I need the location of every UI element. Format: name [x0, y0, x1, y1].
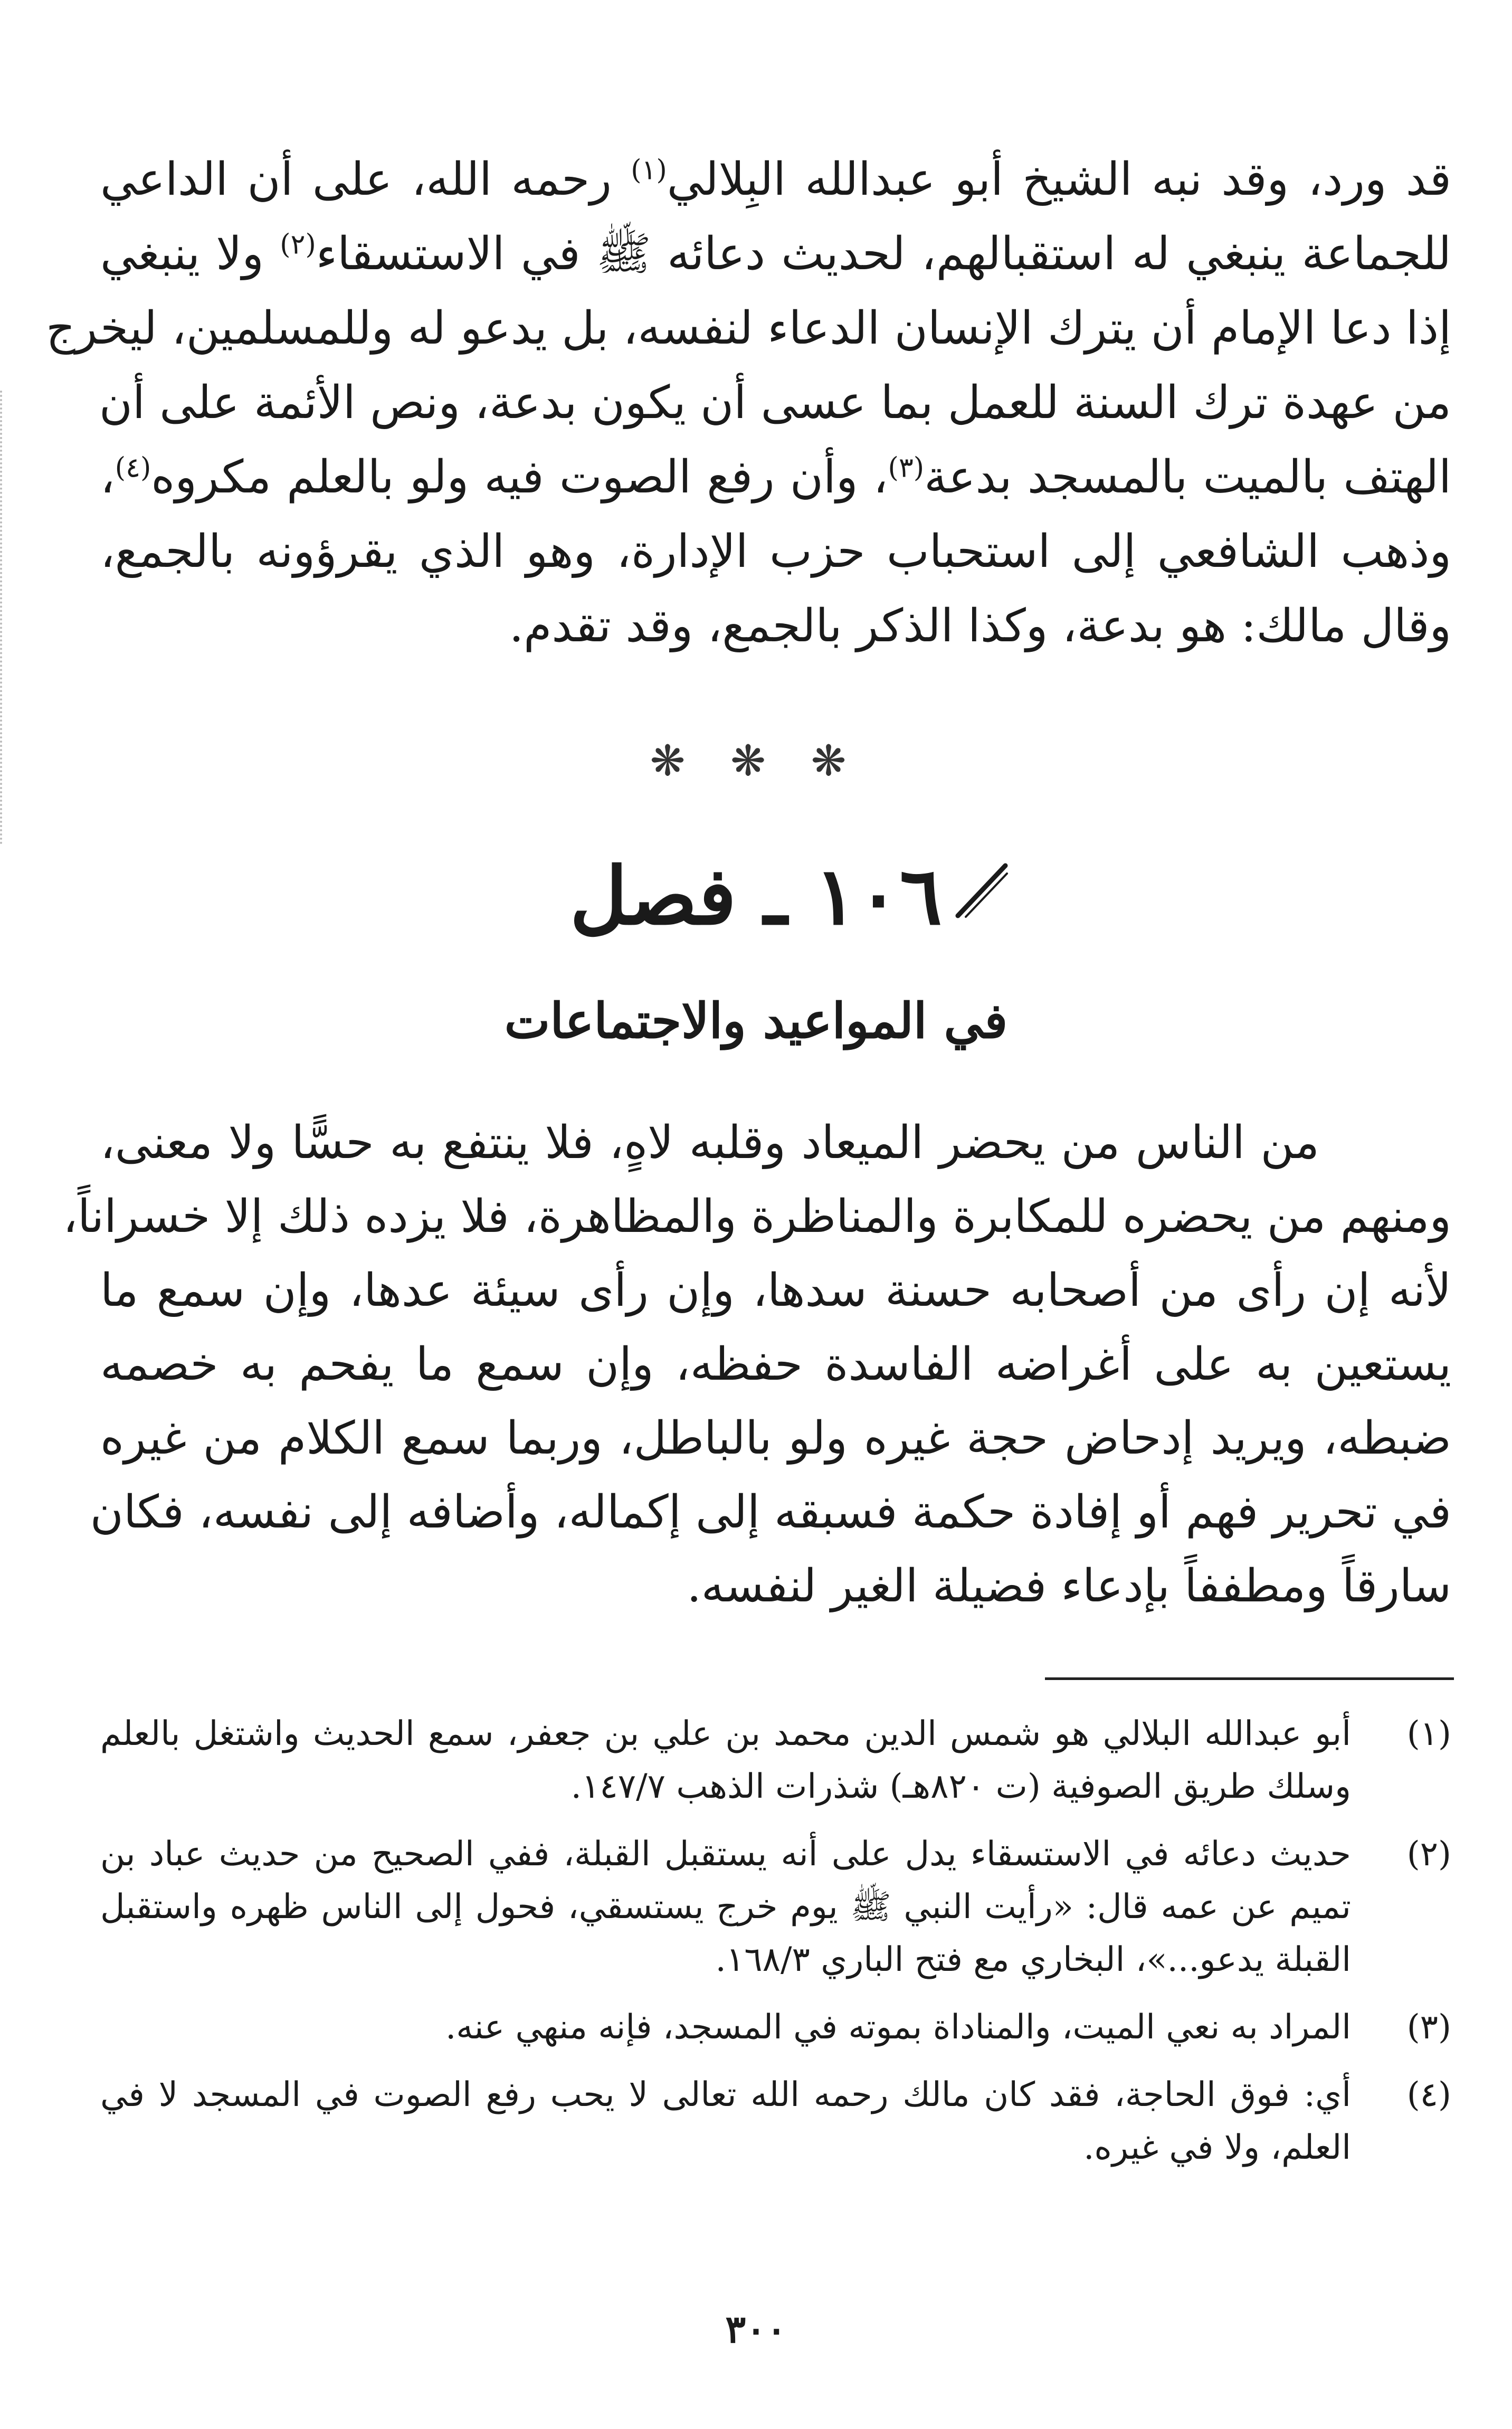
body-paragraph — [63, 1106, 1451, 1623]
paragraph-line: قد ورد، وقد نبه الشيخ أبو عبدالله البِلالي$^{(١)}$ رحمه الله، على أن الداعي — [100, 153, 1451, 206]
footnote-text: حديث دعائه في الاستسقاء يدل على أنه يستقبل القبلة، ففي الصحيح من حديث عباد بن تميم عن عمه قال: «رأيت النبي ﷺ يوم خرج يستسقي، فحول إلى الناس ظهره واستقبل القبلة يدعو...»، البخاري مع فتح الباري ١٦٨/٣. — [100, 1835, 1351, 1979]
footnote-number: (١) — [1406, 1714, 1451, 1753]
paragraph-line: الهتف بالميت بالمسجد بدعة$^{(٣)}$، وأن رفع الصوت فيه ولو بالعلم مكروه$^{(٤)}$، — [100, 451, 1451, 504]
paragraph-line: وذهب الشافعي إلى استحباب حزب الإدارة، وهو الذي يقرؤونه بالجمع، — [100, 525, 1451, 578]
footnote-4 — [100, 2069, 1451, 2174]
paragraph-line: من عهدة ترك السنة للعمل بما عسى أن يكون بدعة، ونص الأئمة على أن — [99, 376, 1451, 429]
paragraph-line: ضبطه، ويريد إدحاض حجة غيره ولو بالباطل، وربما سمع الكلام من غيره — [100, 1412, 1451, 1465]
paragraph-line: ومنهم من يحضره للمكابرة والمناظرة والمظاهرة، فلا يزده ذلك إلا خسراناً، — [63, 1190, 1451, 1243]
paragraph-line: سارقاً ومطففاً بإدعاء فضيلة الغير لنفسه. — [687, 1560, 1451, 1612]
paragraph-line: من الناس من يحضر الميعاد وقلبه لاهٍ، فلا ينتفع به حسًّا ولا معنى، — [100, 1116, 1319, 1169]
footnote-text: المراد به نعي الميت، والمناداة بموته في المسجد، فإنه منهي عنه. — [445, 2008, 1351, 2047]
paragraph-line: لأنه إن رأى من أصحابه حسنة سدها، وإن رأى سيئة عدها، وإن سمع ما — [100, 1264, 1451, 1317]
paragraph-line: يستعين به على أغراضه الفاسدة حفظه، وإن سمع ما يفحم به خصمه — [100, 1338, 1451, 1391]
footnote-number: (٢) — [1406, 1835, 1451, 1874]
footnote-ref-3[interactable]: (٣) — [888, 452, 925, 484]
page-number: ٣٠٠ — [725, 2307, 787, 2351]
paragraph-line: وقال مالك: هو بدعة، وكذا الذكر بالجمع، وقد تقدم. — [509, 600, 1451, 652]
footnote-text: أي: فوق الحاجة، فقد كان مالك رحمه الله تعالى لا يحب رفع الصوت في المسجد لا في العلم، ولا في غيره. — [100, 2075, 1351, 2167]
footnote-3 — [100, 2001, 1451, 2054]
footnote-2 — [100, 1828, 1451, 1986]
footnote-ref-1[interactable]: (١) — [631, 154, 667, 186]
footnotes — [100, 1707, 1451, 2189]
paragraph-line: في تحرير فهم أو إفادة حكمة فسبقه إلى إكماله، وأضافه إلى نفسه، فكان — [90, 1486, 1451, 1539]
paragraph-line: للجماعة ينبغي له استقبالهم، لحديث دعائه ﷺ في الاستسقاء$^{(٢)}$ ولا ينبغي — [100, 227, 1451, 280]
footnote-number: (٤) — [1406, 2075, 1451, 2114]
footnote-text: أبو عبدالله البلالي هو شمس الدين محمد بن علي بن جعفر، سمع الحديث واشتغل بالعلم وسلك طريق الصوفية (ت ٨٢٠هـ) شذرات الذهب ١٤٧/٧. — [100, 1714, 1351, 1806]
footnote-ref-4[interactable]: (٤) — [115, 452, 151, 484]
top-paragraph — [46, 143, 1451, 663]
footnote-number: (٣) — [1406, 2008, 1451, 2047]
footnote-separator — [1045, 1677, 1454, 1680]
section-divider-ornament: ❋ ❋ ❋ — [650, 736, 862, 785]
footnote-ref-2[interactable]: (٢) — [280, 229, 316, 261]
section-heading: ١٠٦ ـ فصل — [569, 850, 943, 943]
paragraph-line: إذا دعا الإمام أن يترك الإنسان الدعاء لنفسه، بل يدعو له وللمسلمين، ليخرج — [46, 302, 1451, 355]
footnote-1 — [100, 1707, 1451, 1813]
section-subtitle: في المواعيد والاجتماعات — [504, 992, 1008, 1049]
